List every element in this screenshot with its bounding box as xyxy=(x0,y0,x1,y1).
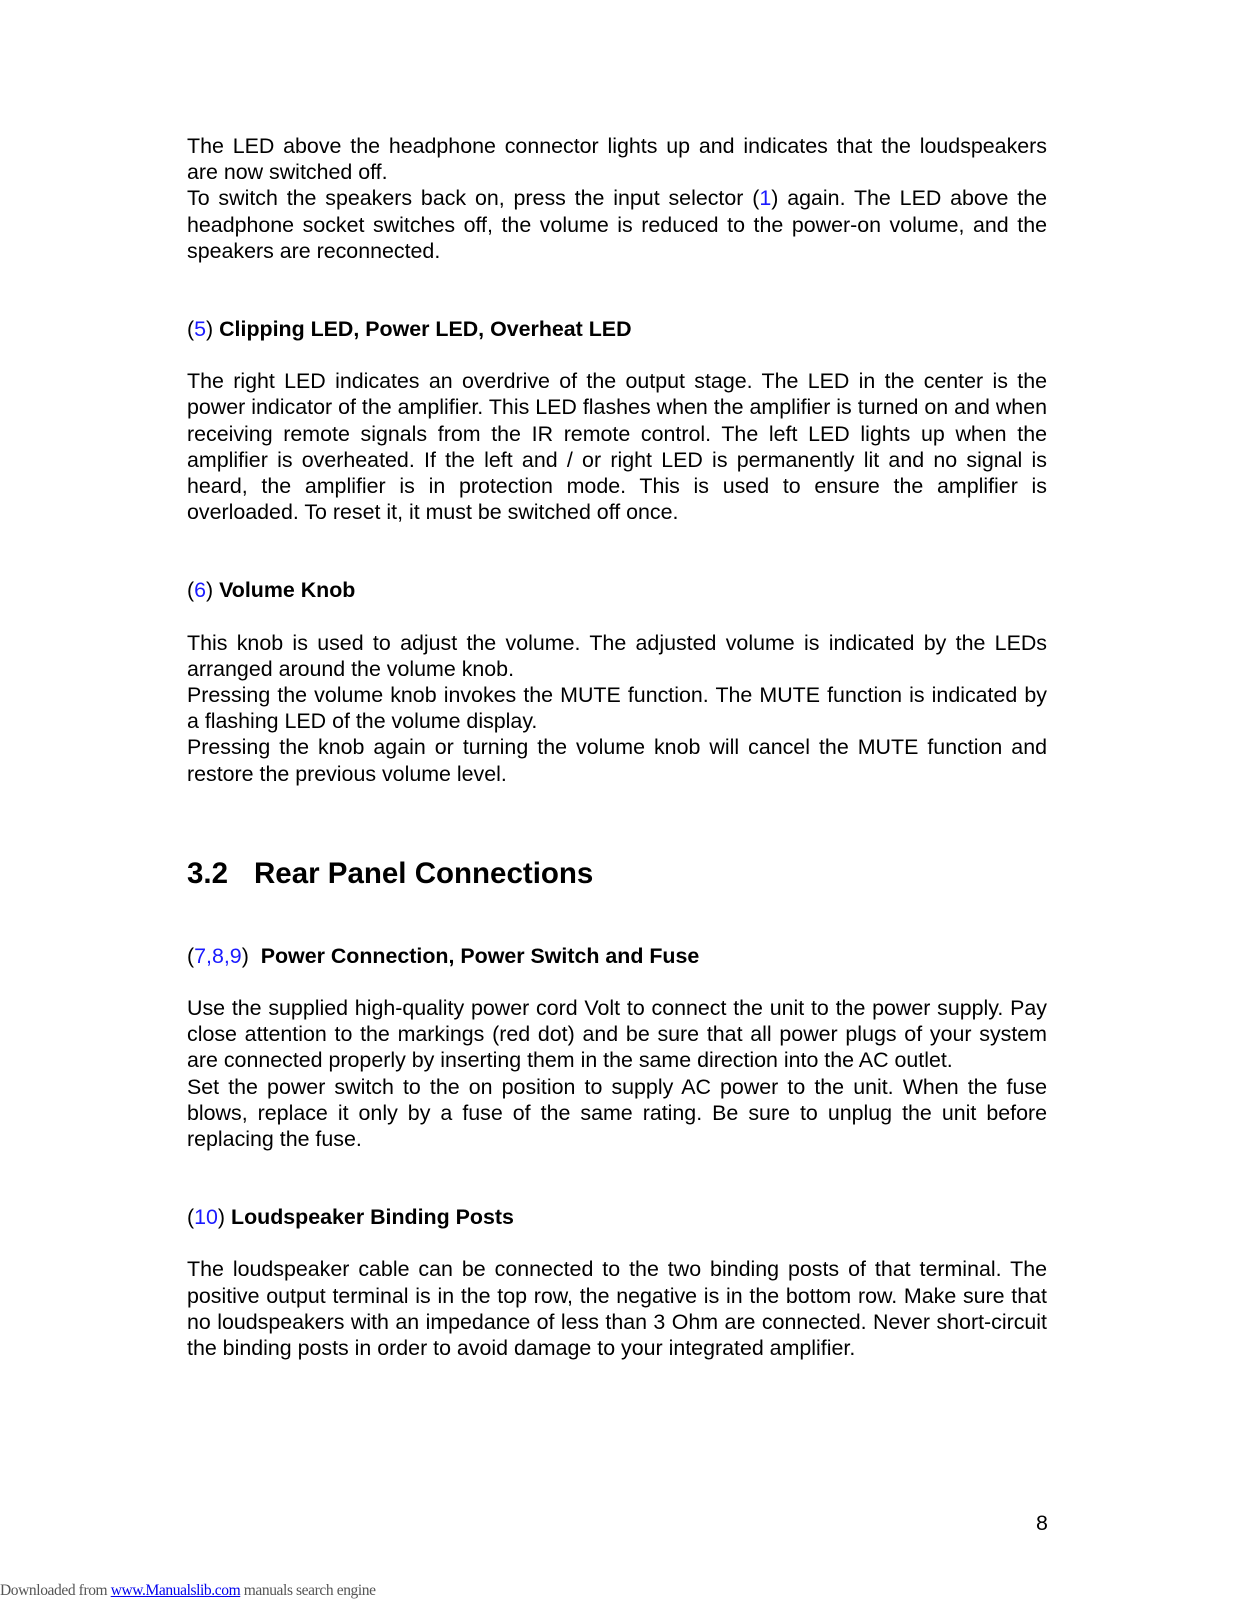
download-footer: Downloaded from www.Manualslib.com manuals search engine xyxy=(0,1582,376,1599)
section-7-8-9-heading: (7,8,9) Power Connection, Power Switch and Fuse xyxy=(187,943,700,968)
section-6-paragraph-1: This knob is used to adjust the volume. The adjusted volume is indicated by the LEDs arranged around the volume knob. xyxy=(187,630,1047,681)
ref-1: 1 xyxy=(759,186,772,211)
intro-paragraph-2: To switch the speakers back on, press the input selector (1) again. The LED above the headphone socket switches off, the volume is reduced to the power-on volume, and the speakers are reconnected. xyxy=(187,186,1047,263)
section-7-8-9-paragraph-2: Set the power switch to the on position to supply AC power to the unit. When the fuse blows, replace it only by a fuse of the same rating. Be sure to unplug the unit before replacing the fuse. xyxy=(187,1074,1047,1152)
section-7-8-9-paragraph-1: Use the supplied high-quality power cord Volt to connect the unit to the power supply. Pay close attention to the markings (red dot) and be sure that all power plugs of your system are connected properly by inserting them in the same direction into the AC outlet. xyxy=(187,996,1047,1073)
section-6-paragraph-3: Pressing the knob again or turning the volume knob will cancel the MUTE function and restore the previous volume level. xyxy=(187,735,1047,786)
section-10-heading: (10) Loudspeaker Binding Posts xyxy=(187,1205,514,1230)
manualslib-link[interactable]: www.Manualslib.com xyxy=(110,1582,241,1599)
section-5-heading: (5) Clipping LED, Power LED, Overheat LED xyxy=(187,317,632,342)
section-3-2-heading: 3.2 Rear Panel Connections xyxy=(187,856,594,890)
page-content xyxy=(187,133,1047,1361)
page-number: 8 xyxy=(1036,1511,1048,1535)
ref-6: 6 xyxy=(194,578,207,603)
ref-7-8-9: 7,8,9 xyxy=(194,943,242,968)
ref-5: 5 xyxy=(194,317,207,342)
ref-10: 10 xyxy=(194,1205,218,1230)
section-10-body: The loudspeaker cable can be connected to the two binding posts of that terminal. The positive output terminal is in the top row, the negative is in the bottom row. Make sure that no loudspeakers with an impedance of less than 3 Ohm are connected. Never short-circuit the binding posts in order to avoid damage to your integrated amplifier. xyxy=(187,1257,1047,1361)
section-6-paragraph-2: Pressing the volume knob invokes the MUTE function. The MUTE function is indicated by a flashing LED of the volume display. xyxy=(187,683,1047,734)
section-5-body: The right LED indicates an overdrive of the output stage. The LED in the center is the power indicator of the amplifier. This LED flashes when the amplifier is turned on and when receiving remote signals from the IR remote control. The left LED lights up when the amplifier is overheated. If the left and / or right LED is permanently lit and no signal is heard, the amplifier is in protection mode. This is used to ensure the amplifier is overloaded. To reset it, it must be switched off once. xyxy=(187,369,1047,525)
section-6-heading: (6) Volume Knob xyxy=(187,578,356,603)
intro-paragraph-1: The LED above the headphone connector lights up and indicates that the loudspeakers are now switched off. xyxy=(187,134,1047,185)
